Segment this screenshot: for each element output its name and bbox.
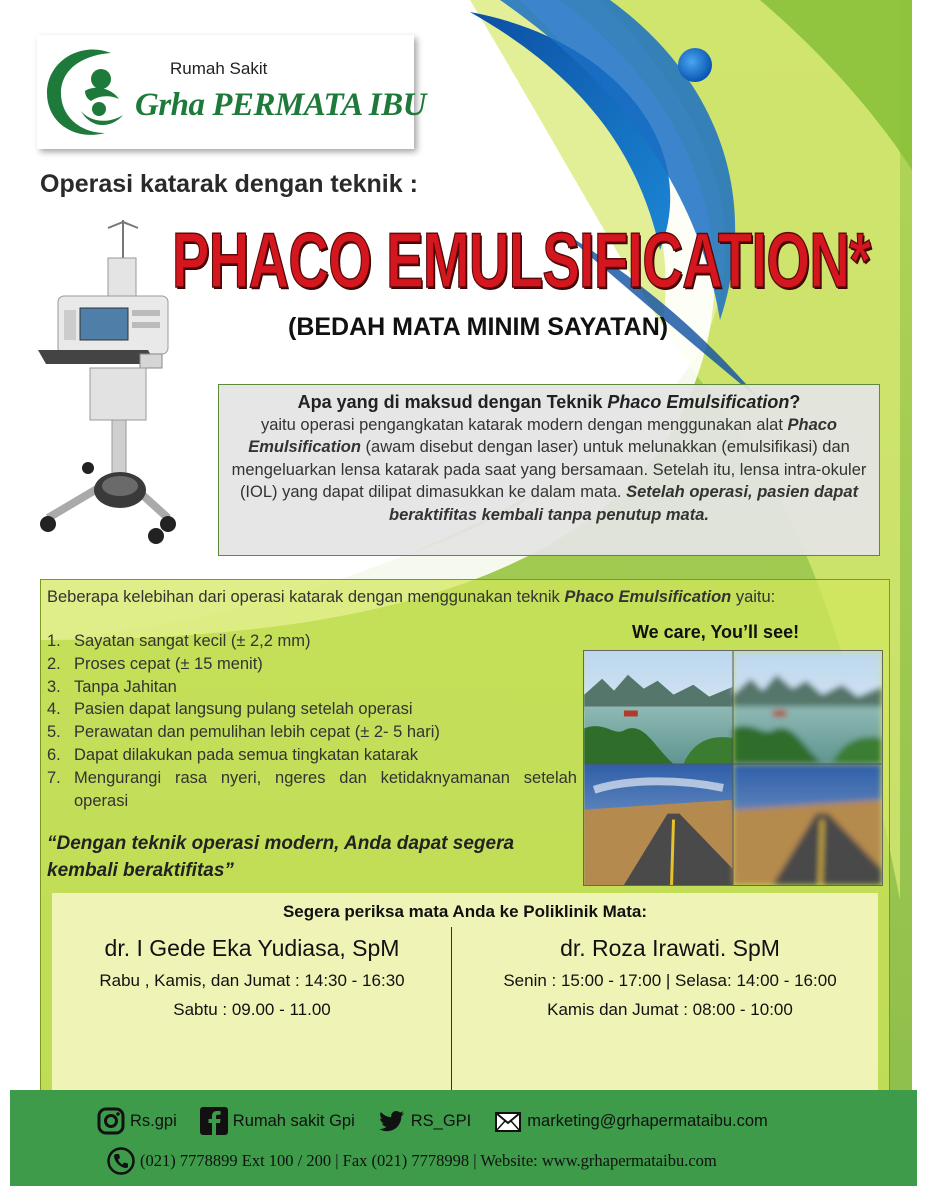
email-address: marketing@grhapermataibu.com — [527, 1111, 768, 1130]
contact-footer — [10, 1090, 917, 1186]
contact-line: (021) 7778899 Ext 100 / 200 | Fax (021) 7778998 | Website: www.grhapermataibu.com — [140, 1151, 717, 1170]
road-photo-blurred — [733, 764, 882, 885]
list-item: 2. Proses cepat (± 15 menit) — [47, 654, 263, 673]
list-item: 6. Dapat dilakukan pada semua tingkatan katarak — [47, 745, 418, 764]
list-item: 3. Tanpa Jahitan — [47, 677, 177, 696]
list-item: 7. Mengurangi rasa nyeri, ngeres dan ketidaknyamanan setelah operasi — [47, 768, 577, 810]
logo-line-2: Grha PERMATA IBU — [135, 87, 426, 123]
road-photo-clear — [584, 764, 733, 885]
phone-row — [106, 1146, 717, 1176]
email-link[interactable] — [493, 1106, 768, 1136]
doctor-card — [47, 935, 457, 1020]
vision-comparison-photos — [583, 650, 883, 886]
phone-icon — [106, 1146, 136, 1176]
phaco-machine-illustration — [28, 218, 178, 550]
doctor-hours: Kamis dan Jumat : 08:00 - 10:00 — [547, 1000, 793, 1019]
list-item: 4. Pasien dapat langsung pulang setelah operasi — [47, 700, 413, 719]
doctor-name: dr. I Gede Eka Yudiasa, SpM — [104, 935, 400, 961]
intro-heading: Operasi katarak dengan teknik : — [40, 170, 418, 198]
bay-photo-clear — [584, 651, 733, 764]
advantages-list — [47, 630, 577, 812]
instagram-link[interactable] — [96, 1106, 177, 1136]
twitter-handle: RS_GPI — [410, 1111, 472, 1130]
instagram-icon — [96, 1106, 126, 1136]
mother-child-logo-icon — [41, 41, 133, 141]
doctor-card — [457, 935, 883, 1020]
instagram-handle: Rs.gpi — [130, 1111, 177, 1130]
we-care-slogan: We care, You’ll see! — [632, 622, 800, 642]
facebook-handle: Rumah sakit Gpi — [232, 1111, 355, 1130]
definition-answer: yaitu operasi pengangkatan katarak modern dengan menggunakan alat Phaco Emulsification (awam disebut dengan laser) untuk melunakkan (emulsifikasi) dan mengeluarkan lensa katarak pada saat yang bersamaan. Setelah itu, lensa intra-okuler (IOL) yang dapat dilipat dimasukkan ke dalam mata. Setelah operasi, pasien dapat beraktifitas kembali tanpa penutup mata. — [231, 415, 867, 524]
facebook-icon — [199, 1106, 229, 1136]
advantages-intro: Beberapa kelebihan dari operasi katarak dengan menggunakan teknik Phaco Emulsification yaitu: — [47, 588, 776, 606]
doctor-hours: Senin : 15:00 - 17:00 | Selasa: 14:00 - 16:00 — [503, 971, 837, 990]
mail-icon — [493, 1106, 523, 1136]
social-links-row — [96, 1106, 790, 1136]
bay-photo-blurred — [733, 651, 882, 764]
main-headline: PHACO EMULSIFICATION* — [172, 216, 871, 304]
logo-line-1: Rumah Sakit — [170, 59, 268, 78]
doctor-schedule-panel — [52, 893, 878, 1093]
schedule-title: Segera periksa mata Anda ke Poliklinik Mata: — [282, 902, 648, 921]
sub-headline: (BEDAH MATA MINIM SAYATAN) — [288, 313, 669, 341]
list-item: 1. Sayatan sangat kecil (± 2,2 mm) — [47, 632, 311, 650]
twitter-icon — [377, 1106, 407, 1136]
facebook-link[interactable] — [199, 1106, 355, 1136]
definition-box — [218, 384, 880, 556]
doctor-name: dr. Roza Irawati. SpM — [560, 935, 780, 961]
twitter-link[interactable] — [377, 1106, 472, 1136]
tagline-quote: “Dengan teknik operasi modern, Anda dapat segera kembali beraktifitas” — [47, 833, 515, 881]
list-item: 5. Perawatan dan pemulihan lebih cepat (± 2- 5 hari) — [47, 723, 440, 742]
hospital-logo — [37, 35, 426, 149]
doctor-hours: Rabu , Kamis, dan Jumat : 14:30 - 16:30 — [99, 971, 405, 990]
doctor-hours: Sabtu : 09.00 - 11.00 — [173, 1000, 331, 1019]
definition-question: Apa yang di maksud dengan Teknik Phaco Emulsification? — [297, 392, 801, 412]
